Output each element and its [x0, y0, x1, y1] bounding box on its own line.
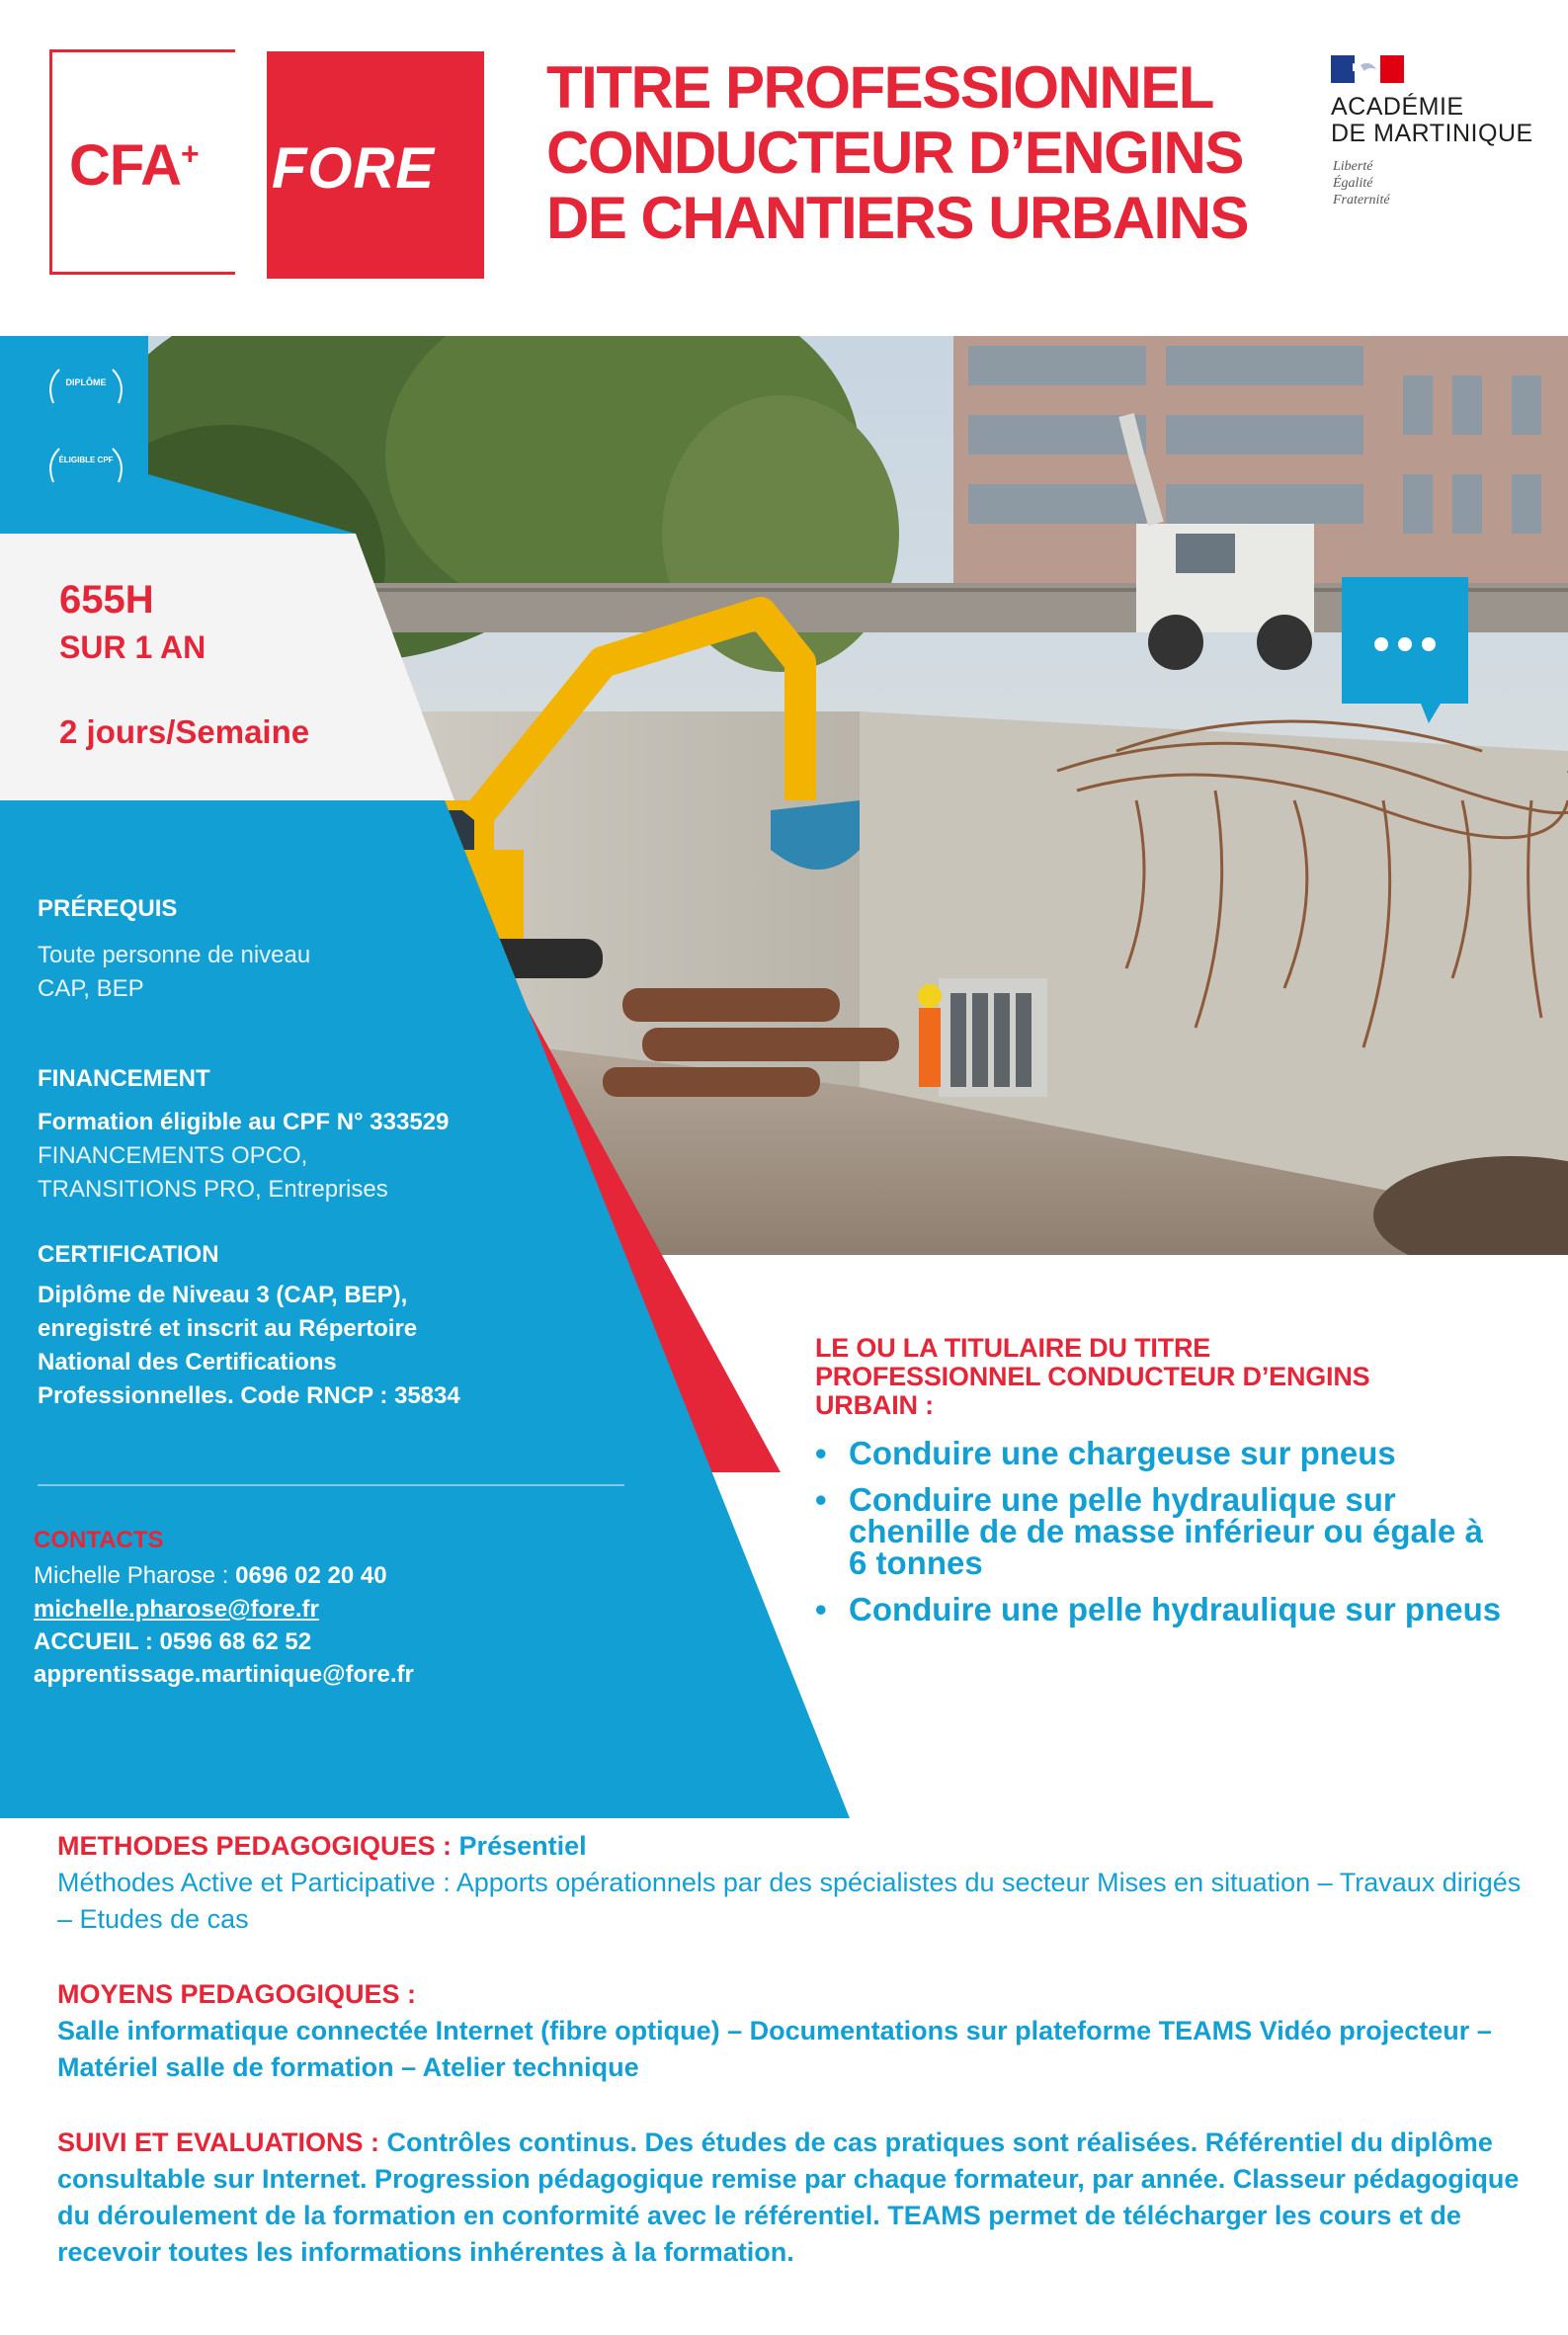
certification-text: Diplôme de Niveau 3 (CAP, BEP), enregistré et inscrit au Répertoire National des Certifications Professionnelles. Code RNCP : 35834 [38, 1282, 460, 1409]
training-days: 2 jours/Semaine [59, 713, 310, 750]
republic-motto: Liberté Égalité Fraternité [1333, 159, 1390, 208]
list-item: • Conduire une pelle hydraulique sur pneus [815, 1591, 1502, 1627]
contact-michelle: Michelle Pharose : 0696 02 20 40 [34, 1562, 387, 1589]
title-line: CONDUCTEUR D’ENGINS [546, 120, 1243, 186]
certification-badges [41, 364, 130, 512]
contact-accueil: ACCUEIL : 0596 68 62 52 [34, 1628, 312, 1655]
contacts-label: CONTACTS [34, 1527, 164, 1553]
academie-name: ACADÉMIE DE MARTINIQUE [1331, 93, 1533, 147]
title-line: DE CHANTIERS URBAINS [546, 185, 1249, 251]
divider [38, 1484, 624, 1486]
moyens-text: Salle informatique connectée Internet (fibre optique) – Documentations sur plateforme TEAMS Vidéo projecteur – Matériel salle de formation – Atelier technique [57, 2016, 1492, 2082]
title-line: TITRE PROFESSIONNEL [546, 54, 1213, 121]
cpf-line: Formation éligible au CPF N° 333529 [38, 1109, 450, 1135]
training-hours: 655H [59, 578, 154, 622]
fore-logo: FORE [272, 136, 436, 201]
chat-bubble-icon [1342, 577, 1468, 723]
badge-cpf: ÉLIGIBLE CPF [58, 456, 114, 464]
badge-diplome: DIPLÔME [65, 377, 107, 387]
page-title [546, 55, 1297, 251]
titulaire-heading: LE OU LA TITULAIRE DU TITRE PROFESSIONNEL CONDUCTEUR D’ENGINS URBAIN : [815, 1333, 1370, 1420]
contact-email2[interactable]: apprentissage.martinique@fore.fr [34, 1661, 414, 1688]
financement-label: FINANCEMENT [38, 1065, 210, 1092]
financement-text: FINANCEMENTS OPCO, TRANSITIONS PRO, Entreprises [38, 1142, 388, 1203]
certification-label: CERTIFICATION [38, 1241, 219, 1268]
list-item: • Conduire une chargeuse sur pneus [815, 1435, 1396, 1471]
contact-email-link[interactable]: michelle.pharose@fore.fr [34, 1596, 319, 1623]
competences-list [815, 1435, 1507, 1640]
suivi-section [57, 2125, 1539, 2271]
suivi-label: SUIVI ET EVALUATIONS : [57, 2127, 387, 2157]
methodes-label: METHODES PEDAGOGIQUES : [57, 1831, 459, 1861]
methodes-section [57, 1828, 1539, 1938]
moyens-section [57, 1976, 1539, 2086]
moyens-label: MOYENS PEDAGOGIQUES : [57, 1979, 417, 2009]
methodes-text: Méthodes Active et Participative : Apports opérationnels par des spécialistes du secteur Mises en situation – Travaux dirigés – Etudes de cas [57, 1868, 1522, 1934]
prerequis-text: Toute personne de niveau CAP, BEP [38, 942, 311, 1002]
marianne-flag-icon [1331, 55, 1404, 83]
suivi-text: Contrôles continus. Des études de cas pratiques sont réalisées. Référentiel du diplôme consultable sur Internet. Progression pédagogique remise par chaque formateur, par année. Classeur pédagogique du déroulement de la formation en conformité avec le référentiel. TEAMS permet de télécharger les cours et de recevoir toutes les informations inhérentes à la formation. [57, 2127, 1520, 2267]
prerequis-label: PRÉREQUIS [38, 895, 178, 922]
cfa-logo: CFA+ [69, 133, 199, 198]
methodes-value: Présentiel [458, 1831, 587, 1861]
list-item: • Conduire une pelle hydraulique sur chenille de de masse inférieur ou égale à 6 tonnes [815, 1481, 1483, 1581]
training-period: SUR 1 AN [59, 629, 206, 665]
